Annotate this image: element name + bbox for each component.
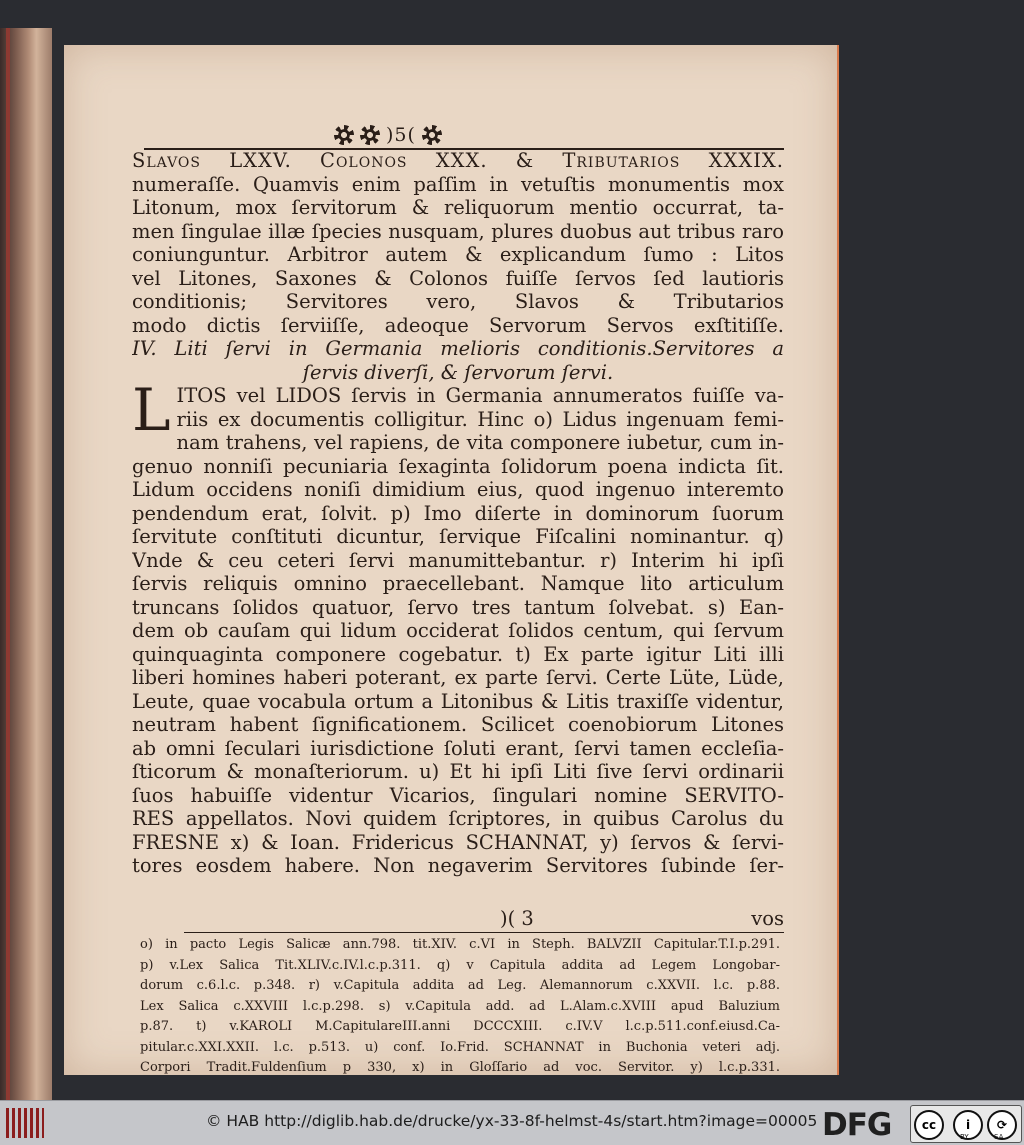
body-text <box>132 149 784 878</box>
paragraph <box>132 376 784 878</box>
catchword: vos <box>751 907 784 930</box>
text-line: genuo nonniſi pecuniaria ſexaginta ſolidorum poena indicta ſit. <box>132 454 784 478</box>
text-line: numeraſſe. Quamvis enim paſſim in vetuſtis monumentis mox <box>132 172 784 196</box>
footnote-line: p) v.Lex Salica Tit.XLIV.c.IV.l.c.p.311. q) v Capitula addita ad Legem Longobar- <box>140 957 780 973</box>
heading-line: ſervis diverſi, & ſervorum ſervi. <box>302 360 614 384</box>
running-head <box>334 123 442 147</box>
text-line: ſticorum & monaſteriorum. u) Et hi ipſi Liti ſive ſervi ordinarii <box>132 760 784 783</box>
book-spine-edge <box>0 28 52 1100</box>
viewer-footer <box>0 1100 1024 1145</box>
barcode-icon <box>6 1108 44 1138</box>
text-line: liberi homines haberi poterant, ex parte ſervi. Certe Lüte, Lüde, <box>132 666 784 689</box>
text-line: vel Litones, Saxones & Colonos fuiſſe ſervos ſed lautioris <box>132 266 784 290</box>
text-line: quinquaginta componere cogebatur. t) Ex parte igitur Liti illi <box>132 642 784 666</box>
copyright-link[interactable]: © HAB http://diglib.hab.de/drucke/yx-33-8f-helmst-4s/start.htm?image=00005 <box>206 1112 818 1130</box>
section-heading <box>132 337 784 384</box>
footnotes <box>140 935 780 1079</box>
catchword-line <box>132 907 784 929</box>
drop-cap: L <box>132 376 171 444</box>
footnote-rule <box>184 932 784 933</box>
text-line: FRESNE x) & Ioan. Fridericus SCHANNAT, y) ſervos & ſervi- <box>132 830 784 854</box>
text-line: riis ex documentis colligitur. Hinc o) Lidus ingenuam femi- <box>176 407 784 431</box>
text-line: tores eosdem habere. Non negaverim Servitores ſubinde ſer- <box>132 854 784 877</box>
share-alike-icon: ⟳ <box>987 1110 1017 1140</box>
attribution-icon: i <box>953 1110 983 1140</box>
text-line: Lidum occidens noniſi dimidium eius, quod ingenuo interemto <box>132 478 784 501</box>
text-line: men ſingulae illæ ſpecies nusquam, plures duobus aut tribus raro <box>132 219 784 243</box>
text-line: ſuos habuiſſe videntur Vicarios, ſingulari nomine SERVITO- <box>132 783 784 807</box>
text-line: modo dictis ſerviiſſe, adeoque Servorum Servos exſtitiſſe. <box>132 313 784 337</box>
heading-line: IV. Liti ſervi in Germania melioris conditionis.Servitores a <box>132 337 784 360</box>
cc-sa-label: SA <box>994 1133 1004 1141</box>
ornament-icon <box>422 125 442 145</box>
creative-commons-icon: cc <box>914 1110 944 1140</box>
footnote-line: dorum c.6.l.c. p.348. r) v.Capitula addita ad Leg. Alemannorum c.XXVII. l.c. p.88. <box>140 978 780 993</box>
text-line: ITOS vel LIDOS ſervis in Germania annumeratos fuiſſe va- <box>176 384 784 407</box>
text-line: truncans ſolidos quatuor, ſervo tres tantum ſolvebat. s) Ean- <box>132 595 784 619</box>
text-line: ſervitute conſtituti dicuntur, ſervique Fiſcalini nominantur. q) <box>132 525 784 548</box>
footnote-line: pitular.c.XXI.XXII. l.c. p.513. u) conf. Io.Frid. SCHANNAT in Buchonia veteri adj. <box>140 1039 780 1055</box>
text-line: nam trahens, vel rapiens, de vita componere iubetur, cum in- <box>176 431 784 454</box>
text-line: Leute, quae vocabula ortum a Litonibus & Litis traxiſſe videntur, <box>132 689 784 713</box>
text-line: pendendum erat, ſolvit. p) Imo diſerte in dominorum ſuorum <box>132 501 784 525</box>
text-line: coniunguntur. Arbitror autem & explicandum ſumo : Litos <box>132 243 784 266</box>
text-line: ab omni ſeculari iurisdictione ſoluti erant, ſervi tamen eccleſia- <box>132 736 784 760</box>
dfg-logo: DFG <box>822 1107 892 1143</box>
text-line: RES appellatos. Novi quidem ſcriptores, in quibus Carolus du <box>132 807 784 830</box>
text-line: dem ob cauſam qui lidum occiderat ſolidos centum, qui ſervum <box>132 619 784 642</box>
text-line: conditionis; Servitores vero, Slavos & Tributarios <box>132 290 784 313</box>
text-line: Slavos LXXV. Colonos XXX. & Tributarios XXXIX. <box>132 149 784 172</box>
book-page <box>64 45 839 1075</box>
ornament-icon <box>334 125 354 145</box>
text-line: Vnde & ceu ceteri ſervi manumittebantur. r) Interim hi ipſi <box>132 548 784 572</box>
page-number: )5( <box>386 124 416 146</box>
signature-mark: )( 3 <box>500 907 534 930</box>
footnote-line: Lex Salica c.XXVIII l.c.p.298. s) v.Capitula add. ad L.Alam.c.XVIII apud Baluzium <box>140 998 780 1014</box>
text-line: Litonum, mox ſervitorum & reliquorum mentio occurrat, ta- <box>132 196 784 219</box>
footnote-line: Corpori Tradit.Fuldenſium p 330, x) in Gloſſario ad voc. Servitor. y) l.c.p.331. <box>140 1060 780 1075</box>
text-line: ſervis reliquis omnino praecellebant. Namque lito articulum <box>132 572 784 595</box>
text-line: neutram habent ſignificationem. Scilicet coenobiorum Litones <box>132 713 784 736</box>
footnote-line: o) in pacto Legis Salicæ ann.798. tit.XIV. c.VI in Steph. BALVZII Capitular.T.I.p.291. <box>140 937 780 952</box>
ornament-icon <box>360 125 380 145</box>
footnote-line: p.87. t) v.KAROLI M.CapitulareIII.anni DCCCXIII. c.IV.V l.c.p.511.conf.eiusd.Ca- <box>140 1019 780 1034</box>
cc-by-label: BY <box>960 1133 969 1141</box>
cc-license-badge[interactable] <box>910 1105 1022 1143</box>
